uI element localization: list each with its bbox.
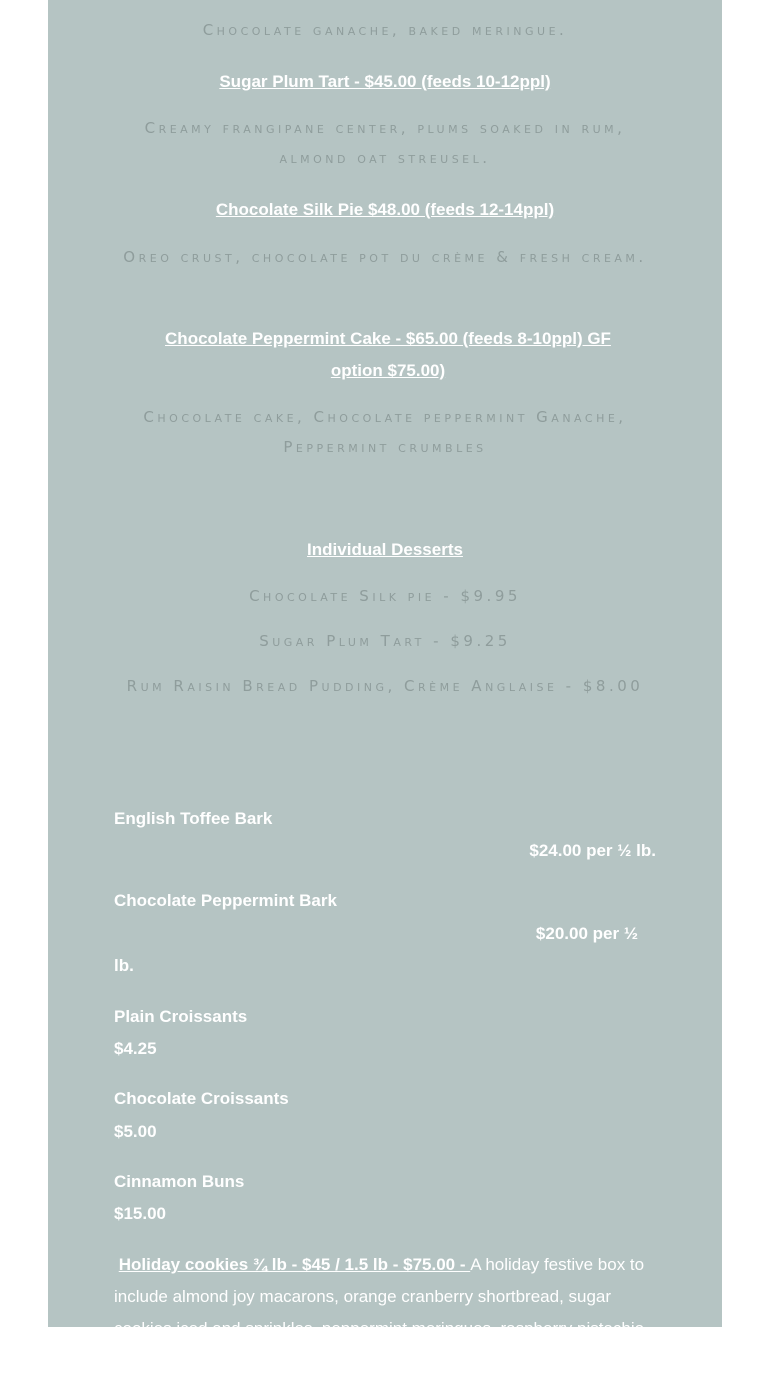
product-name: English Toffee Bark: [114, 809, 273, 828]
cake-description: Oreo crust, chocolate pot du crème & fresh cream.: [123, 248, 647, 266]
cake-description: Chocolate cake, Chocolate peppermint Ganache, Peppermint crumbles: [143, 408, 627, 456]
individual-dessert-item: Chocolate Silk pie - $9.95: [249, 587, 521, 605]
product-price: $15.00: [114, 1204, 166, 1223]
cake-title: Chocolate Silk Pie $48.00 (feeds 12-14ppl): [215, 200, 555, 219]
menu-panel: [48, 0, 722, 1370]
product-price: $4.25: [114, 1039, 157, 1058]
product-price-continued: lb.: [114, 956, 134, 975]
holiday-cookies-title: Holiday cookies ¾ lb - $45 / 1.5 lb - $75.00 -: [118, 1255, 471, 1274]
individual-dessert-item: Sugar Plum Tart - $9.25: [259, 632, 511, 650]
cake-title: Chocolate Peppermint Cake - $65.00 (feeds 8-10ppl) GF option $75.00): [165, 329, 611, 380]
product-name: Plain Croissants: [114, 1007, 248, 1026]
holiday-cookies-paragraph: [114, 1249, 648, 1377]
product-price: $20.00 per ½: [535, 924, 638, 943]
product-price: $24.00 per ½ lb.: [529, 841, 656, 860]
product-price: $5.00: [114, 1122, 157, 1141]
product-name: Cinnamon Buns: [114, 1172, 245, 1191]
cake-title: Sugar Plum Tart - $45.00 (feeds 10-12ppl): [219, 72, 551, 91]
section-heading-individual-desserts: Individual Desserts: [307, 540, 463, 559]
product-name: Chocolate Croissants: [114, 1089, 289, 1108]
holiday-cookies-description: A holiday festive box to include almond joy macarons, orange cranberry shortbread, sugar cookies iced and sprinkles, peppermint meringues, raspberry pistachio bars, chocolate chip cookies: [114, 1255, 645, 1370]
product-name: Chocolate Peppermint Bark: [114, 891, 337, 910]
cake-description: Chocolate ganache, baked meringue.: [202, 21, 568, 39]
cake-description: Creamy frangipane center, plums soaked in rum, almond oat streusel.: [144, 119, 626, 167]
individual-dessert-item: Rum Raisin Bread Pudding, Crème Anglaise - $8.00: [126, 677, 644, 695]
